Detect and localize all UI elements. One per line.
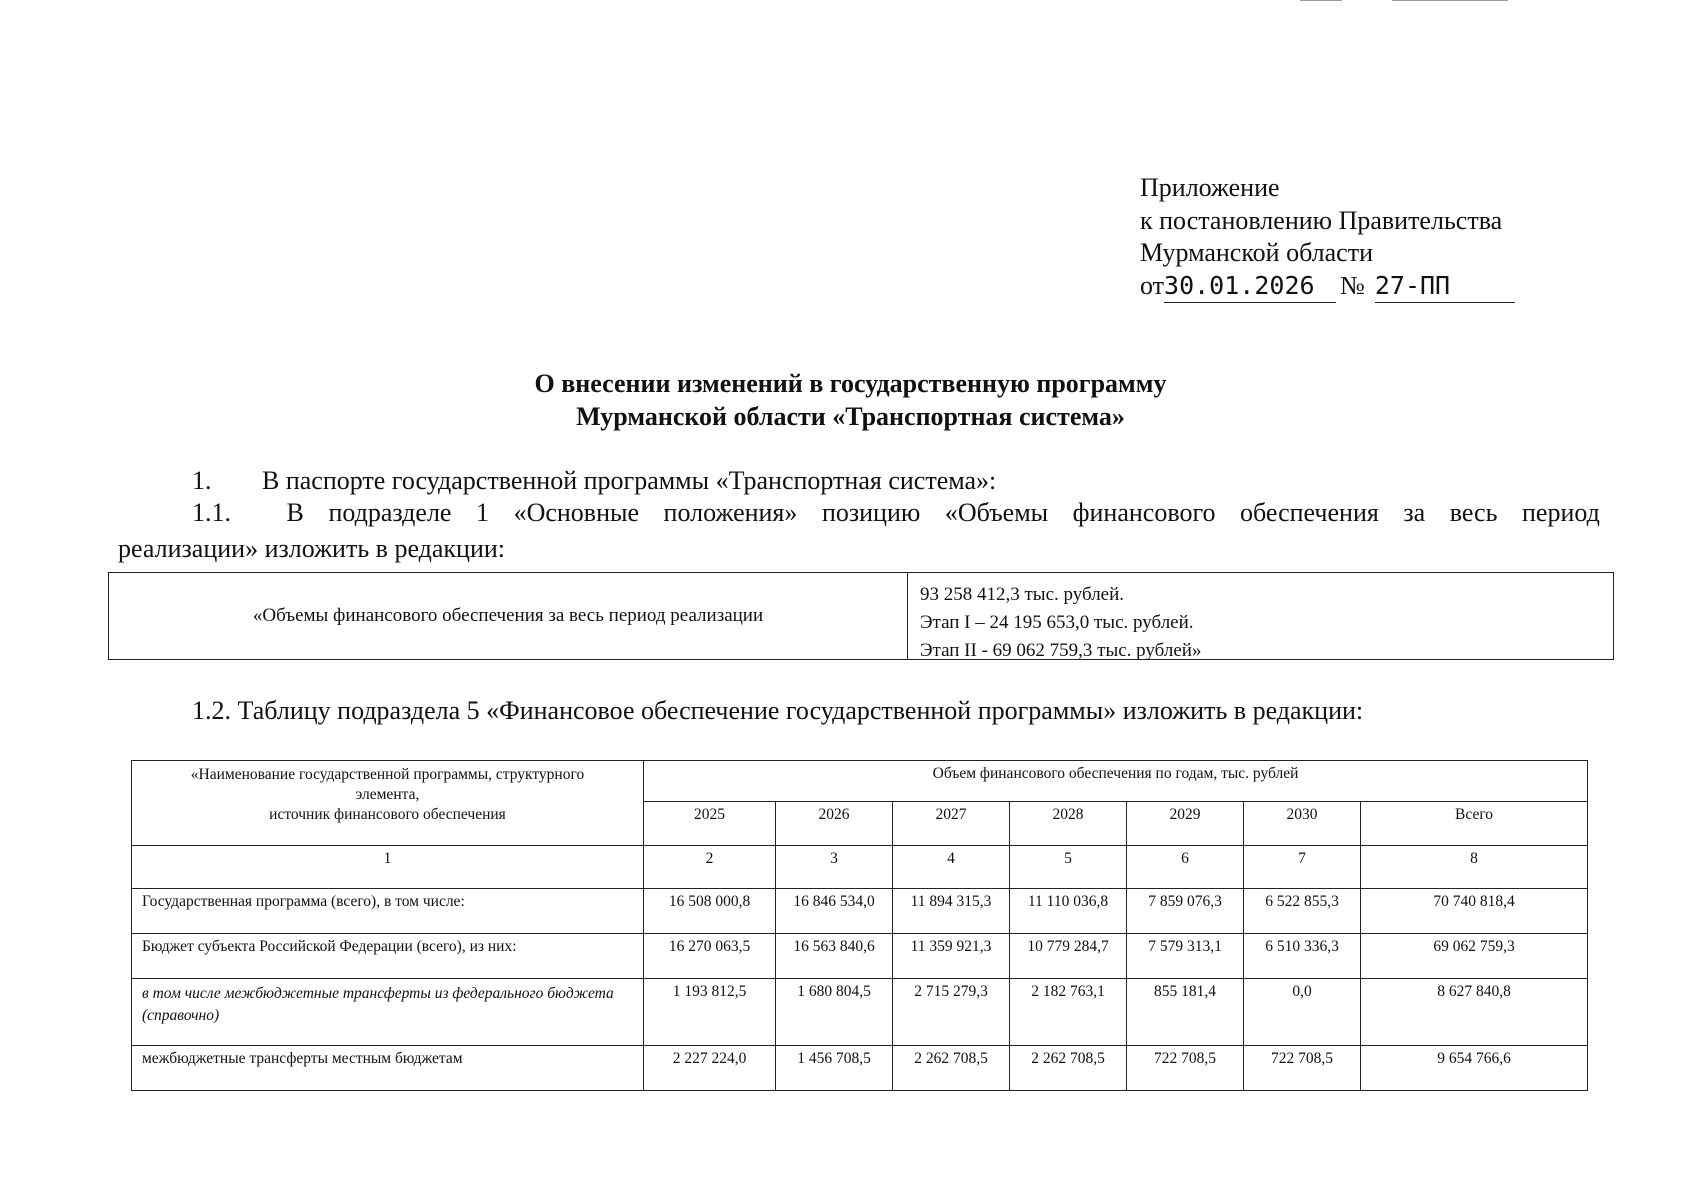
appendix-line-3: Мурманской области	[1140, 238, 1373, 267]
table-row	[132, 934, 1588, 979]
header-year-cell: 2029	[1127, 802, 1244, 846]
header-year-cell: 2028	[1010, 802, 1127, 846]
funding-summary-values	[908, 573, 1613, 659]
header-name-line: «Наименование государственной программы, структурного элемента,	[190, 766, 585, 803]
paragraph-1-number: 1.	[192, 466, 212, 495]
row-name-cell: Бюджет субъекта Российской Федерации (всего), из них:	[132, 934, 644, 979]
row-value-cell: 7 579 313,1	[1127, 934, 1244, 979]
funding-summary-table	[108, 572, 1614, 660]
col-number-cell: 8	[1361, 846, 1588, 889]
row-value-cell: 11 894 315,3	[893, 889, 1010, 934]
row-value-cell: 2 715 279,3	[893, 979, 1010, 1046]
row-value-cell: 722 708,5	[1244, 1046, 1361, 1091]
row-value-cell: 2 227 224,0	[644, 1046, 776, 1091]
row-value-cell: 8 627 840,8	[1361, 979, 1588, 1046]
funding-summary-label: «Объемы финансового обеспечения за весь период реализации	[109, 573, 908, 659]
paragraph-1-1	[192, 498, 1600, 528]
row-value-cell: 70 740 818,4	[1361, 889, 1588, 934]
table-row	[132, 979, 1588, 1046]
appendix-date-line	[1140, 270, 1515, 304]
row-value-cell: 855 181,4	[1127, 979, 1244, 1046]
paragraph-1-1-word: период	[1522, 498, 1600, 527]
header-volume-cell: Объем финансового обеспечения по годам, тыс. рублей	[644, 761, 1588, 802]
row-name-cell: межбюджетные трансферты местным бюджетам	[132, 1046, 644, 1091]
appendix-block	[1140, 172, 1515, 303]
table-col-numbers-row	[132, 846, 1588, 889]
row-value-cell: 16 846 534,0	[776, 889, 893, 934]
scan-mark	[1392, 0, 1508, 1]
paragraph-1-text: В паспорте государственной программы «Транспортная система»:	[262, 466, 997, 495]
table-row	[132, 889, 1588, 934]
paragraph-1-1-word: В	[286, 498, 304, 527]
row-value-cell: 11 110 036,8	[1010, 889, 1127, 934]
row-name-cell: Государственная программа (всего), в том числе:	[132, 889, 644, 934]
row-value-cell: 16 508 000,8	[644, 889, 776, 934]
row-value-cell: 69 062 759,3	[1361, 934, 1588, 979]
title-line-1: О внесении изменений в государственную программу	[534, 369, 1167, 398]
paragraph-1-1-word: финансового	[1072, 498, 1216, 527]
table-row	[132, 1046, 1588, 1091]
paragraph-1-1-word: подразделе	[328, 498, 452, 527]
row-value-cell: 6 510 336,3	[1244, 934, 1361, 979]
header-name-line: источник финансового обеспечения	[269, 806, 506, 823]
row-value-cell: 1 680 804,5	[776, 979, 893, 1046]
row-value-cell: 6 522 855,3	[1244, 889, 1361, 934]
header-year-cell: 2026	[776, 802, 893, 846]
funding-stage-2: Этап II - 69 062 759,3 тыс. рублей»	[920, 640, 1202, 661]
funding-by-year-table	[131, 760, 1588, 1091]
col-number-cell: 7	[1244, 846, 1361, 889]
funding-total: 93 258 412,3 тыс. рублей.	[920, 584, 1125, 605]
row-value-cell: 11 359 921,3	[893, 934, 1010, 979]
col-number-cell: 6	[1127, 846, 1244, 889]
appendix-line-1: Приложение	[1140, 173, 1280, 202]
title-line-2: Мурманской области «Транспортная система»	[576, 401, 1125, 431]
header-year-cell: Всего	[1361, 802, 1588, 846]
row-value-cell: 2 262 708,5	[893, 1046, 1010, 1091]
col-number-cell: 1	[132, 846, 644, 889]
paragraph-1-1-word: положения»	[663, 498, 798, 527]
document-title	[0, 368, 1701, 433]
row-value-cell: 10 779 284,7	[1010, 934, 1127, 979]
header-year-cell: 2027	[893, 802, 1010, 846]
header-year-cell: 2025	[644, 802, 776, 846]
paragraph-1-1-number: 1.1.	[192, 498, 231, 527]
appendix-line-2: к постановлению Правительства	[1140, 205, 1503, 235]
number-sign: №	[1340, 270, 1365, 300]
col-number-cell: 2	[644, 846, 776, 889]
paragraph-1	[192, 466, 996, 496]
row-value-cell: 16 563 840,6	[776, 934, 893, 979]
paragraph-1-1-word: весь	[1449, 498, 1498, 527]
ot-label: от	[1140, 270, 1165, 300]
header-year-cell: 2030	[1244, 802, 1361, 846]
col-number-cell: 5	[1010, 846, 1127, 889]
paragraph-1-2: 1.2. Таблицу подраздела 5 «Финансовое обеспечение государственной программы» изложить в редакции:	[192, 696, 1364, 725]
scan-mark	[1300, 0, 1342, 1]
row-value-cell: 7 859 076,3	[1127, 889, 1244, 934]
table-header-row	[132, 761, 1588, 802]
row-value-cell: 0,0	[1244, 979, 1361, 1046]
paragraph-1-1-word: 1	[476, 498, 490, 527]
decree-number: 27-ПП	[1375, 270, 1515, 304]
decree-date: 30.01.2026	[1164, 270, 1336, 304]
paragraph-1-1-word: «Основные	[513, 498, 639, 527]
row-value-cell: 1 456 708,5	[776, 1046, 893, 1091]
row-value-cell: 9 654 766,6	[1361, 1046, 1588, 1091]
paragraph-1-1-continuation: реализации» изложить в редакции:	[118, 534, 506, 563]
paragraph-1-1-word: обеспечения	[1240, 498, 1379, 527]
row-name-cell: в том числе межбюджетные трансферты из федерального бюджета (справочно)	[132, 979, 644, 1046]
row-value-cell: 2 262 708,5	[1010, 1046, 1127, 1091]
funding-stage-1: Этап I – 24 195 653,0 тыс. рублей.	[920, 612, 1194, 633]
row-value-cell: 722 708,5	[1127, 1046, 1244, 1091]
col-number-cell: 3	[776, 846, 893, 889]
paragraph-1-1-word: «Объемы	[944, 498, 1049, 527]
header-name-cell	[132, 761, 644, 846]
paragraph-1-1-word: за	[1403, 498, 1426, 527]
col-number-cell: 4	[893, 846, 1010, 889]
row-value-cell: 1 193 812,5	[644, 979, 776, 1046]
paragraph-1-1-word: позицию	[821, 498, 921, 527]
row-value-cell: 16 270 063,5	[644, 934, 776, 979]
row-value-cell: 2 182 763,1	[1010, 979, 1127, 1046]
